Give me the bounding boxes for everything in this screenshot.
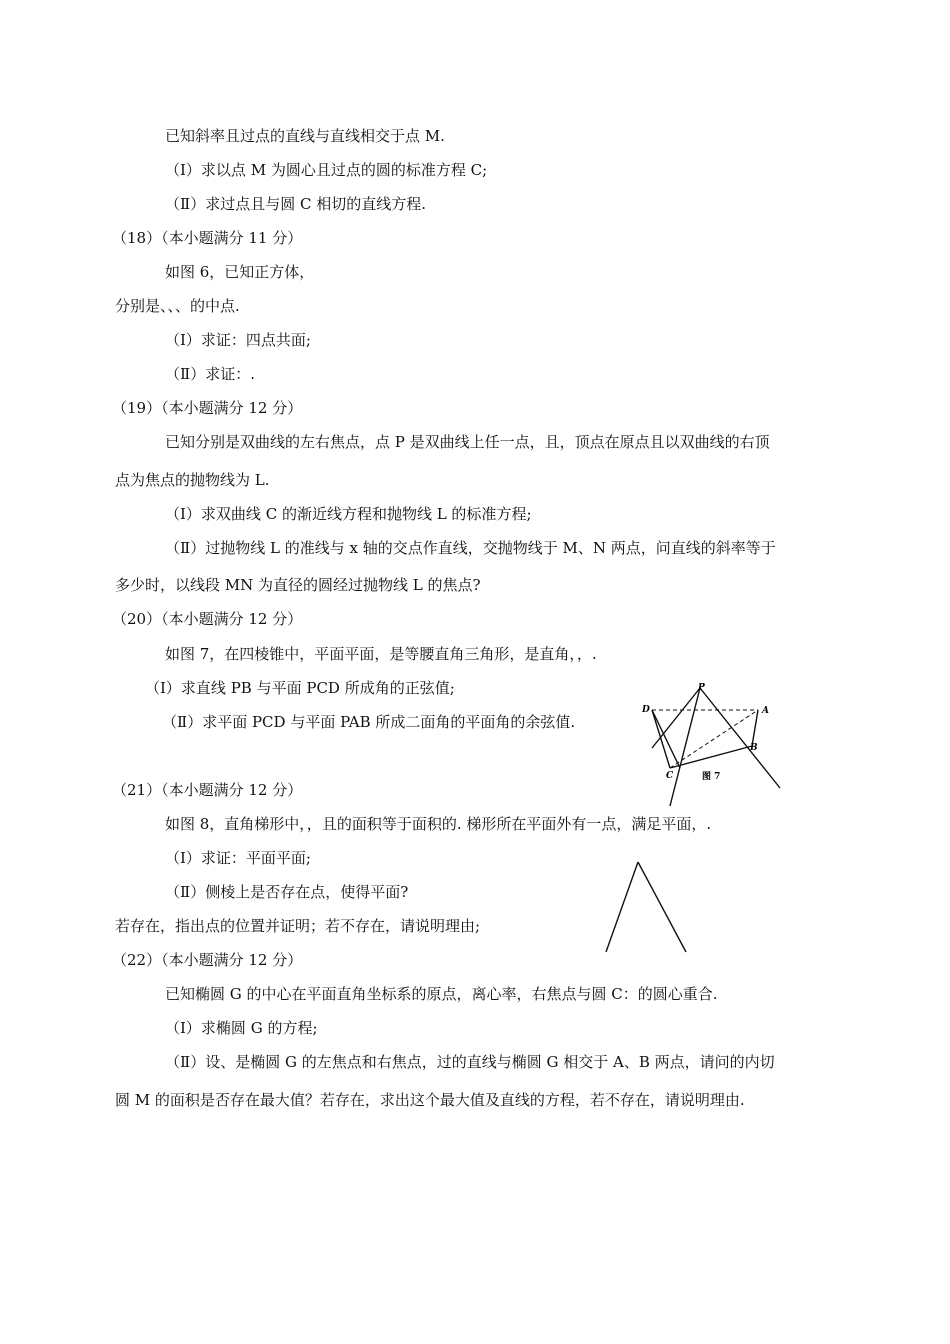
- problem22-part1: （Ⅰ）求椭圆 G 的方程;: [165, 1019, 318, 1037]
- problem20-header: （20）（本小题满分 12 分）: [112, 610, 303, 628]
- label-a: A: [762, 706, 769, 716]
- problem19-part2: （Ⅱ）过抛物线 L 的准线与 x 轴的交点作直线，交抛物线于 M、N 两点，问直线的斜率等于: [165, 539, 776, 557]
- problem21-header: （21）（本小题满分 12 分）: [112, 781, 303, 799]
- problem18-header: （18）（本小题满分 11 分）: [112, 229, 303, 247]
- problem17-part1: （Ⅰ）求以点 M 为圆心且过点的圆的标准方程 C;: [165, 161, 488, 179]
- edge-d-c: [652, 710, 670, 768]
- problem22-part2: （Ⅱ）设、是椭圆 G 的左焦点和右焦点，过的直线与椭圆 G 相交于 A、B 两点，请问的内切: [165, 1053, 775, 1071]
- dashed-c-a: [670, 710, 758, 768]
- problem20-part2: （Ⅱ）求平面 PCD 与平面 PAB 所成二面角的平面角的余弦值.: [162, 713, 576, 731]
- edge-a-b: [752, 710, 758, 746]
- problem18-part2: （Ⅱ）求证：.: [165, 365, 255, 383]
- figure-8-fragment: [600, 858, 695, 958]
- problem18-intro-cont: 分别是、、、的中点.: [115, 297, 240, 315]
- problem19-header: （19）（本小题满分 12 分）: [112, 399, 303, 417]
- problem17-intro: 已知斜率且过点的直线与直线相交于点 M.: [165, 127, 445, 145]
- problem21-intro: 如图 8，直角梯形中，，且的面积等于面积的. 梯形所在平面外有一点，满足平面，.: [165, 815, 712, 833]
- problem21-part2: （Ⅱ）侧棱上是否存在点，使得平面?: [165, 883, 409, 901]
- problem19-part1: （Ⅰ）求双曲线 C 的渐近线方程和抛物线 L 的标准方程;: [165, 505, 532, 523]
- problem20-intro: 如图 7，在四棱锥中，平面平面，是等腰直角三角形，是直角，，.: [165, 645, 597, 663]
- problem21-part1: （Ⅰ）求证：平面平面;: [165, 849, 311, 867]
- label-p: P: [698, 683, 705, 693]
- figure-7-pyramid: [630, 680, 790, 810]
- problem21-part2-cont: 若存在，指出点的位置并证明；若不存在，请说明理由;: [115, 917, 481, 935]
- label-c: C: [666, 771, 674, 781]
- label-d: D: [642, 705, 650, 715]
- problem19-intro: 已知分别是双曲线的左右焦点，点 P 是双曲线上任一点，且，顶点在原点且以双曲线的右顶: [165, 433, 770, 451]
- problem18-part1: （Ⅰ）求证：四点共面;: [165, 331, 311, 349]
- problem17-part2: （Ⅱ）求过点且与圆 C 相切的直线方程.: [165, 195, 426, 213]
- edge-right: [638, 862, 686, 952]
- problem19-intro-cont: 点为焦点的抛物线为 L.: [115, 471, 270, 489]
- label-b: B: [750, 743, 758, 753]
- problem19-part2-cont: 多少时，以线段 MN 为直径的圆经过抛物线 L 的焦点?: [115, 576, 481, 594]
- problem22-intro: 已知椭圆 G 的中心在平面直角坐标系的原点，离心率，右焦点与圆 C：的圆心重合.: [165, 985, 718, 1003]
- problem20-part1: （Ⅰ）求直线 PB 与平面 PCD 所成角的正弦值;: [145, 679, 455, 697]
- problem18-intro: 如图 6，已知正方体，: [165, 263, 315, 281]
- problem22-part2-cont: 圆 M 的面积是否存在最大值？若存在，求出这个最大值及直线的方程，若不存在，请说明理由.: [115, 1091, 745, 1109]
- problem22-header: （22）（本小题满分 12 分）: [112, 951, 303, 969]
- edge-left: [606, 862, 638, 952]
- figure-7-caption: 图 7: [702, 772, 721, 782]
